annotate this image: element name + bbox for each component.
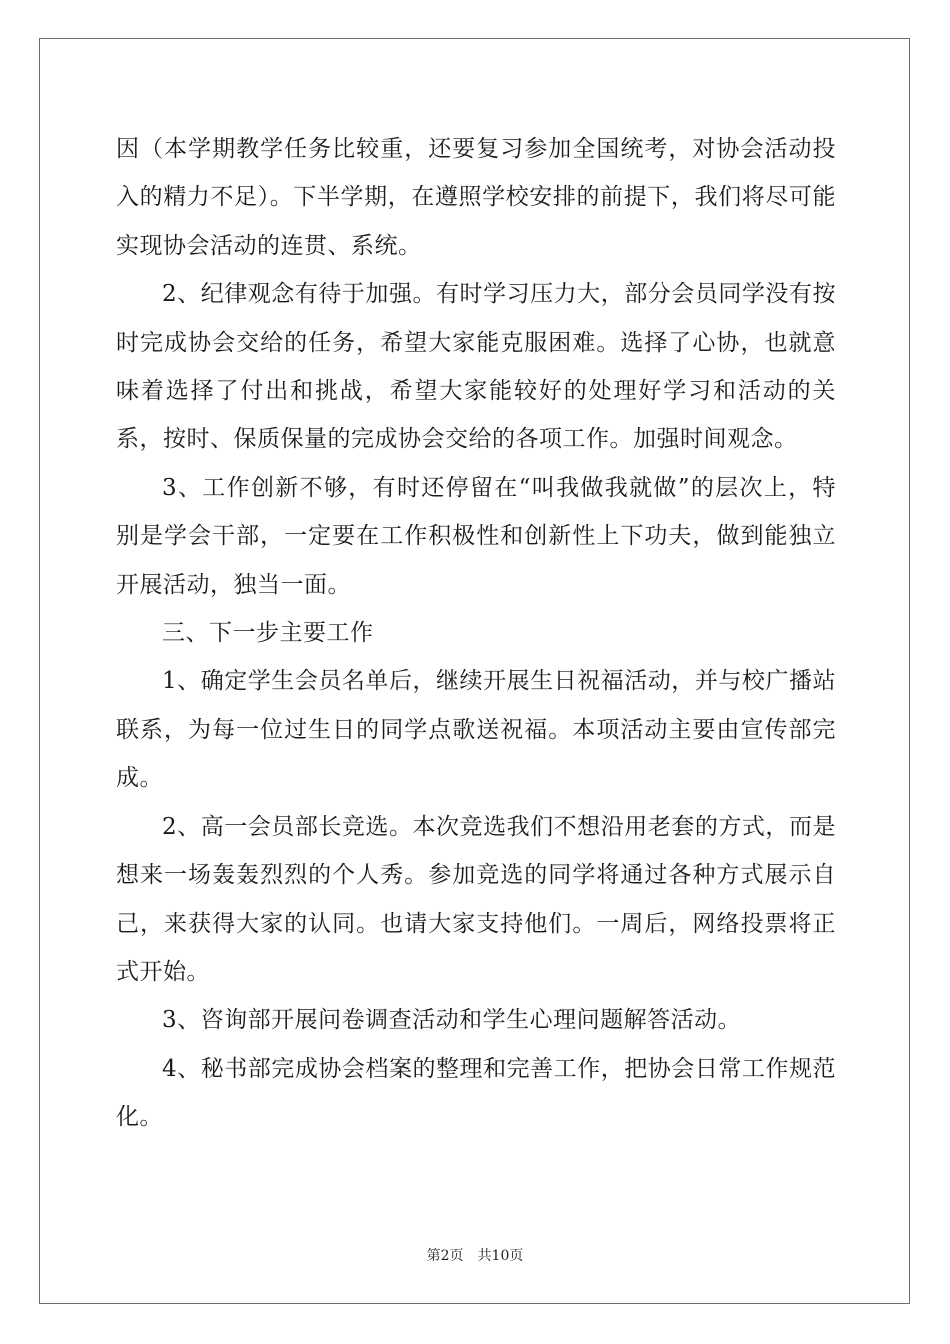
paragraph-birthday-activity: 1、确定学生会员名单后，继续开展生日祝福活动，并与校广播站联系，为每一位过生日的同学点歌送祝福。本项活动主要由宣传部完成。 <box>116 668 836 792</box>
paragraph-innovation: 3、工作创新不够，有时还停留在“叫我做我就做”的层次上，特别是学会干部，一定要在工作积极性和创新性上下功夫，做到能独立开展活动，独当一面。 <box>116 474 836 598</box>
paragraph-election: 2、高一会员部长竞选。本次竞选我们不想沿用老套的方式，而是想来一场轰轰烈烈的个人秀。参加竞选的同学将通过各种方式展示自己，来获得大家的认同。也请大家支持他们。一周后，网络投票将正式开始。 <box>116 813 836 985</box>
paragraph-discipline: 2、纪律观念有待于加强。有时学习压力大，部分会员同学没有按时完成协会交给的任务，希望大家能克服困难。选择了心协，也就意味着选择了付出和挑战，希望大家能较好的处理好学习和活动的关系，按时、保质保量的完成协会交给的各项工作。加强时间观念。 <box>116 281 836 453</box>
page-total: 共10页 <box>477 1248 524 1264</box>
page-footer <box>0 1246 950 1266</box>
document-body <box>116 125 836 1142</box>
page-number: 第2页 <box>426 1248 464 1264</box>
section-heading-next-steps: 三、下一步主要工作 <box>162 620 374 647</box>
paragraph-survey: 3、咨询部开展问卷调查活动和学生心理问题解答活动。 <box>162 1007 742 1034</box>
paragraph-continuation: 因（本学期教学任务比较重，还要复习参加全国统考，对协会活动投入的精力不足）。下半学期，在遵照学校安排的前提下，我们将尽可能实现协会活动的连贯、系统。 <box>116 136 836 259</box>
paragraph-archives: 4、秘书部完成协会档案的整理和完善工作，把协会日常工作规范化。 <box>116 1055 836 1131</box>
